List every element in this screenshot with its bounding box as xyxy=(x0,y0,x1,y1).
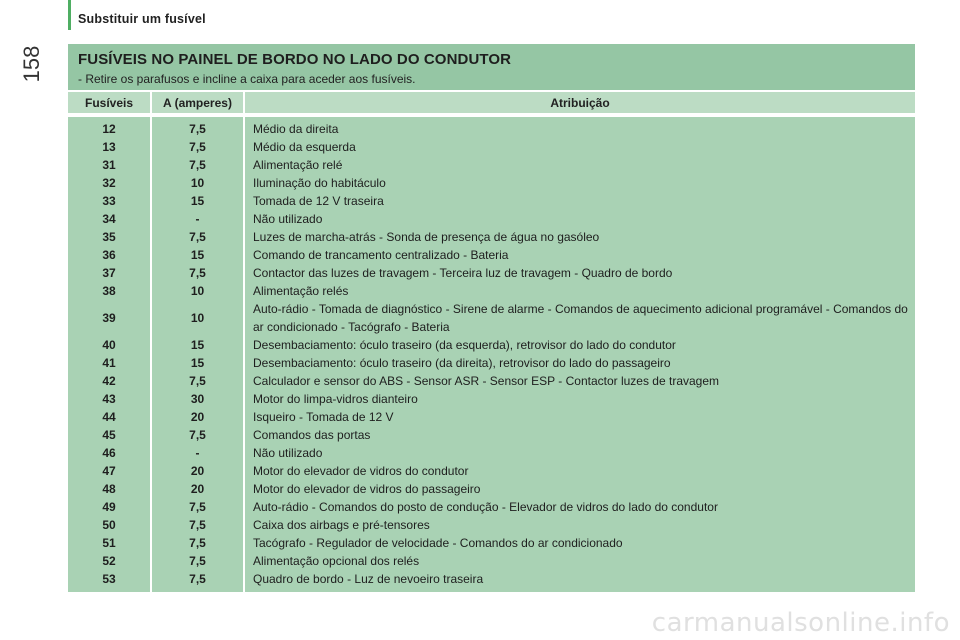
table-row xyxy=(68,426,915,444)
table-row xyxy=(68,156,915,174)
fuse-amperage: 7,5 xyxy=(151,570,244,592)
fuse-assignment: Auto-rádio - Tomada de diagnóstico - Sirene de alarme - Comandos de aquecimento adicional programável - Comandos do ar condicionado - Tacógrafo - Bateria xyxy=(244,300,915,336)
fuse-amperage: 20 xyxy=(151,408,244,426)
fuse-number: 48 xyxy=(68,480,151,498)
table-row xyxy=(68,264,915,282)
fuse-assignment: Caixa dos airbags e pré-tensores xyxy=(244,516,915,534)
fuse-amperage: 7,5 xyxy=(151,516,244,534)
fuse-assignment: Motor do limpa-vidros dianteiro xyxy=(244,390,915,408)
fuse-amperage: 15 xyxy=(151,192,244,210)
fuse-number: 46 xyxy=(68,444,151,462)
table-row xyxy=(68,570,915,592)
table-row xyxy=(68,282,915,300)
fuse-number: 45 xyxy=(68,426,151,444)
fuse-assignment: Motor do elevador de vidros do condutor xyxy=(244,462,915,480)
table-row xyxy=(68,117,915,138)
fuse-assignment: Comando de trancamento centralizado - Bateria xyxy=(244,246,915,264)
fuse-assignment: Não utilizado xyxy=(244,210,915,228)
table-row xyxy=(68,516,915,534)
fuse-amperage: 7,5 xyxy=(151,426,244,444)
fuse-amperage: - xyxy=(151,444,244,462)
fuse-number: 37 xyxy=(68,264,151,282)
fuse-amperage: 10 xyxy=(151,174,244,192)
table-row xyxy=(68,228,915,246)
fuse-assignment: Auto-rádio - Comandos do posto de condução - Elevador de vidros do lado do condutor xyxy=(244,498,915,516)
fuse-number: 40 xyxy=(68,336,151,354)
fuse-amperage: 7,5 xyxy=(151,156,244,174)
fuse-assignment: Médio da esquerda xyxy=(244,138,915,156)
fuse-number: 39 xyxy=(68,300,151,336)
fuse-amperage: 30 xyxy=(151,390,244,408)
table-row xyxy=(68,462,915,480)
fuse-assignment: Comandos das portas xyxy=(244,426,915,444)
fuse-amperage: 7,5 xyxy=(151,372,244,390)
watermark: carmanualsonline.info xyxy=(651,608,950,638)
table-row xyxy=(68,192,915,210)
fuse-number: 13 xyxy=(68,138,151,156)
table-row xyxy=(68,444,915,462)
table-row xyxy=(68,300,915,336)
fuse-amperage: 15 xyxy=(151,354,244,372)
table-row xyxy=(68,390,915,408)
fuse-number: 35 xyxy=(68,228,151,246)
fuse-number: 33 xyxy=(68,192,151,210)
fuse-assignment: Isqueiro - Tomada de 12 V xyxy=(244,408,915,426)
fuse-amperage: 7,5 xyxy=(151,498,244,516)
fuse-number: 12 xyxy=(68,117,151,138)
fuse-table xyxy=(68,92,915,592)
fuse-number: 41 xyxy=(68,354,151,372)
column-header-assignment: Atribuição xyxy=(244,92,915,113)
fuse-amperage: 7,5 xyxy=(151,264,244,282)
panel-header xyxy=(68,44,915,90)
fuse-amperage: 10 xyxy=(151,300,244,336)
table-row xyxy=(68,480,915,498)
table-row xyxy=(68,210,915,228)
fuse-amperage: 7,5 xyxy=(151,138,244,156)
fuse-number: 47 xyxy=(68,462,151,480)
table-row xyxy=(68,246,915,264)
fuse-amperage: 10 xyxy=(151,282,244,300)
section-instruction: - Retire os parafusos e incline a caixa para aceder aos fusíveis. xyxy=(78,72,416,86)
page-header-title: Substituir um fusível xyxy=(78,12,206,26)
header-accent-bar xyxy=(68,0,71,30)
fuse-assignment: Quadro de bordo - Luz de nevoeiro traseira xyxy=(244,570,915,592)
fuse-number: 44 xyxy=(68,408,151,426)
fuse-assignment: Não utilizado xyxy=(244,444,915,462)
fuse-amperage: 20 xyxy=(151,462,244,480)
column-header-amperes: A (amperes) xyxy=(151,92,244,113)
table-row xyxy=(68,534,915,552)
fuse-assignment: Tomada de 12 V traseira xyxy=(244,192,915,210)
fuse-number: 51 xyxy=(68,534,151,552)
page-number: 158 xyxy=(19,45,44,83)
fuse-number: 43 xyxy=(68,390,151,408)
table-row xyxy=(68,336,915,354)
fuse-assignment: Luzes de marcha-atrás - Sonda de presença de água no gasóleo xyxy=(244,228,915,246)
section-title: FUSÍVEIS NO PAINEL DE BORDO NO LADO DO CONDUTOR xyxy=(78,51,512,68)
fuse-assignment: Alimentação relés xyxy=(244,282,915,300)
fuse-number: 50 xyxy=(68,516,151,534)
fuse-number: 52 xyxy=(68,552,151,570)
fuse-number: 31 xyxy=(68,156,151,174)
fuse-amperage: 7,5 xyxy=(151,552,244,570)
fuse-assignment: Tacógrafo - Regulador de velocidade - Comandos do ar condicionado xyxy=(244,534,915,552)
fuse-table-body xyxy=(68,113,915,592)
fuse-amperage: 20 xyxy=(151,480,244,498)
fuse-assignment: Alimentação opcional dos relés xyxy=(244,552,915,570)
fuse-amperage: 7,5 xyxy=(151,117,244,138)
table-row xyxy=(68,498,915,516)
fuse-assignment: Médio da direita xyxy=(244,117,915,138)
table-row xyxy=(68,552,915,570)
fuse-amperage: 7,5 xyxy=(151,534,244,552)
table-row xyxy=(68,174,915,192)
fuse-number: 53 xyxy=(68,570,151,592)
fuse-panel xyxy=(68,44,915,592)
fuse-assignment: Desembaciamento: óculo traseiro (da esquerda), retrovisor do lado do condutor xyxy=(244,336,915,354)
table-row xyxy=(68,408,915,426)
fuse-assignment: Iluminação do habitáculo xyxy=(244,174,915,192)
fuse-assignment: Calculador e sensor do ABS - Sensor ASR - Sensor ESP - Contactor luzes de travagem xyxy=(244,372,915,390)
fuse-assignment: Desembaciamento: óculo traseiro (da direita), retrovisor do lado do passageiro xyxy=(244,354,915,372)
fuse-number: 42 xyxy=(68,372,151,390)
fuse-number: 38 xyxy=(68,282,151,300)
fuse-assignment: Motor do elevador de vidros do passageiro xyxy=(244,480,915,498)
table-row xyxy=(68,372,915,390)
fuse-amperage: - xyxy=(151,210,244,228)
fuse-amperage: 7,5 xyxy=(151,228,244,246)
table-header-row xyxy=(68,92,915,113)
column-header-fuses: Fusíveis xyxy=(68,92,151,113)
table-row xyxy=(68,354,915,372)
fuse-assignment: Contactor das luzes de travagem - Terceira luz de travagem - Quadro de bordo xyxy=(244,264,915,282)
fuse-number: 49 xyxy=(68,498,151,516)
fuse-number: 34 xyxy=(68,210,151,228)
fuse-number: 36 xyxy=(68,246,151,264)
fuse-amperage: 15 xyxy=(151,336,244,354)
table-row xyxy=(68,138,915,156)
fuse-amperage: 15 xyxy=(151,246,244,264)
fuse-assignment: Alimentação relé xyxy=(244,156,915,174)
fuse-number: 32 xyxy=(68,174,151,192)
